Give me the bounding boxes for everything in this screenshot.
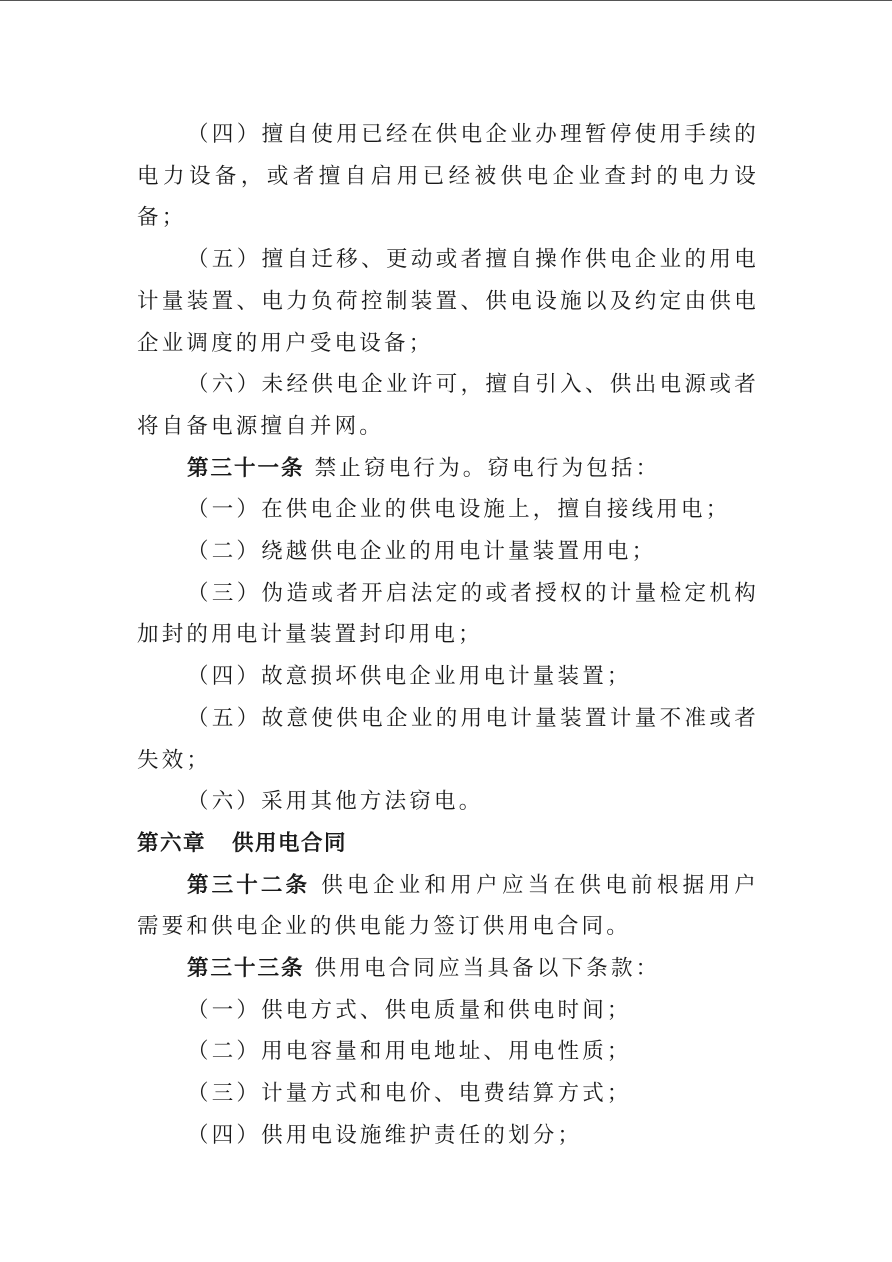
paragraph-text: （四）故意损坏供电企业用电计量装置； — [187, 664, 632, 690]
paragraph-text: （二）用电容量和用电地址、用电性质； — [187, 1039, 632, 1065]
clause-paragraph — [137, 990, 759, 1032]
paragraph-text: （四）供用电设施维护责任的划分； — [187, 1122, 583, 1148]
paragraph-text: （一）供电方式、供电质量和供电时间； — [187, 997, 632, 1023]
article-paragraph — [137, 448, 759, 490]
clause-paragraph — [137, 1073, 759, 1115]
clause-paragraph — [137, 114, 759, 239]
paragraph-text: （五）擅自迁移、更动或者擅自操作供电企业的用电计量装置、电力负荷控制装置、供电设施以及约定由供电企业调度的用户受电设备； — [137, 247, 759, 356]
article-label: 第三十三条 — [187, 956, 305, 982]
document-body — [137, 114, 759, 1157]
paragraph-text: （三）计量方式和电价、电费结算方式； — [187, 1081, 632, 1107]
article-label: 第三十一条 — [187, 455, 305, 481]
clause-paragraph — [137, 239, 759, 364]
paragraph-text: （四）擅自使用已经在供电企业办理暂停使用手续的电力设备，或者擅自启用已经被供电企业查封的电力设备； — [137, 122, 759, 231]
paragraph-text: （五）故意使供电企业的用电计量装置计量不准或者失效； — [137, 705, 759, 773]
clause-paragraph — [137, 531, 759, 573]
page-top-border — [0, 0, 892, 1]
clause-paragraph — [137, 781, 759, 823]
paragraph-text: （一）在供电企业的供电设施上，擅自接线用电； — [187, 497, 731, 523]
chapter-name: 供用电合同 — [232, 830, 348, 856]
clause-paragraph — [137, 698, 759, 781]
clause-paragraph — [137, 1115, 759, 1157]
paragraph-text: （二）绕越供电企业的用电计量装置用电； — [187, 539, 657, 565]
clause-paragraph — [137, 489, 759, 531]
paragraph-text: （六）未经供电企业许可，擅自引入、供出电源或者将自备电源擅自并网。 — [137, 372, 759, 439]
paragraph-text: 禁止窃电行为。窃电行为包括： — [314, 455, 661, 481]
article-paragraph — [137, 865, 759, 948]
clause-paragraph — [137, 1031, 759, 1073]
article-label: 第三十二条 — [187, 872, 311, 898]
section-before-chapter — [137, 114, 759, 823]
article-paragraph — [137, 948, 759, 990]
paragraph-text: （三）伪造或者开启法定的或者授权的计量检定机构加封的用电计量装置封印用电； — [137, 580, 759, 648]
paragraph-text: 供用电合同应当具备以下条款： — [314, 956, 661, 982]
chapter-number: 第六章 — [137, 830, 207, 856]
clause-paragraph — [137, 364, 759, 447]
paragraph-text: （六）采用其他方法窃电。 — [187, 789, 484, 815]
clause-paragraph — [137, 656, 759, 698]
section-after-chapter — [137, 865, 759, 1157]
clause-paragraph — [137, 573, 759, 656]
chapter-heading — [137, 823, 759, 865]
paragraph-text: 供电企业和用户应当在供电前根据用户需要和供电企业的供电能力签订供用电合同。 — [137, 872, 759, 940]
